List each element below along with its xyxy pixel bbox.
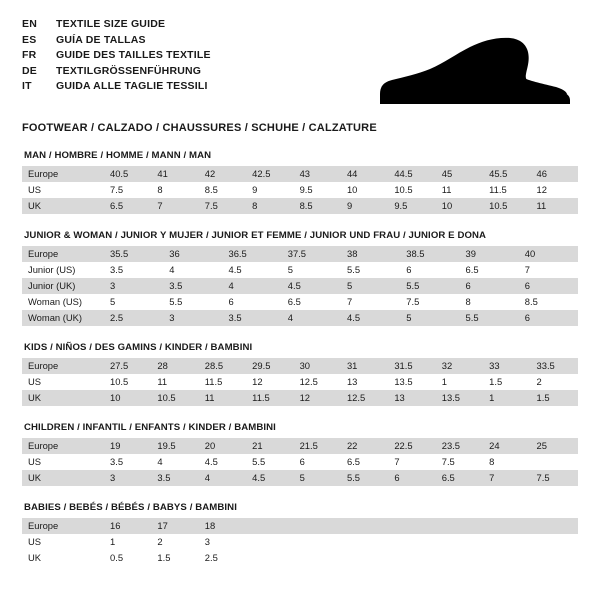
cell: 12.5 <box>341 390 388 406</box>
cell: 33 <box>483 358 530 374</box>
section-junior-woman <box>22 230 578 326</box>
cell <box>531 454 578 470</box>
language-code: ES <box>22 33 37 46</box>
section-title: BABIES / BEBÉS / BÉBÉS / BABYS / BAMBINI <box>24 502 237 513</box>
section-title: KIDS / NIÑOS / DES GAMINS / KINDER / BAMBINI <box>24 342 253 353</box>
cell: 10.5 <box>394 184 413 195</box>
footwear-category-line: FOOTWEAR / CALZADO / CHAUSSURES / SCHUHE / CALZATURE <box>22 122 377 134</box>
cell: 5.5 <box>169 296 183 307</box>
row-label: US <box>28 376 42 387</box>
cell: 7 <box>151 198 198 214</box>
cell-empty <box>436 534 483 550</box>
cell: 6 <box>519 310 578 326</box>
cell: 29.5 <box>246 358 293 374</box>
document-header <box>22 18 578 112</box>
cell: 17 <box>151 518 198 534</box>
cell: 5.5 <box>347 264 361 275</box>
cell: 5.5 <box>341 470 388 486</box>
row-label: Junior (US) <box>28 264 76 275</box>
cell: 12.5 <box>299 376 318 387</box>
cell: 11 <box>199 390 246 406</box>
language-title: TEXTILGRÖSSENFÜHRUNG <box>56 64 202 77</box>
cell: 37.5 <box>282 246 341 262</box>
cell: 41 <box>151 166 198 182</box>
row-label: UK <box>22 470 104 486</box>
cell: 7.5 <box>199 198 246 214</box>
cell: 6.5 <box>104 198 151 214</box>
cell: 10 <box>104 390 151 406</box>
section-kids <box>22 342 578 406</box>
cell: 8 <box>465 296 471 307</box>
cell: 3 <box>163 310 222 326</box>
cell: 20 <box>199 438 246 454</box>
table-row <box>22 518 578 534</box>
cell: 44 <box>341 166 388 182</box>
cell-empty <box>436 550 483 566</box>
cell: 19 <box>104 438 151 454</box>
language-row <box>22 49 211 65</box>
size-table-children <box>22 438 578 486</box>
cell: 8.5 <box>294 198 341 214</box>
cell: 11 <box>157 376 168 387</box>
cell: 11.5 <box>204 376 223 387</box>
table-row <box>22 374 578 390</box>
cell: 8 <box>489 456 495 467</box>
cell: 28.5 <box>199 358 246 374</box>
row-label: UK <box>22 390 104 406</box>
cell-empty <box>436 518 483 534</box>
cell: 13.5 <box>436 390 483 406</box>
cell-empty <box>483 518 530 534</box>
table-row <box>22 182 578 198</box>
cell: 6.5 <box>287 296 301 307</box>
cell: 24 <box>483 438 530 454</box>
table-row <box>22 246 578 262</box>
cell: 13.5 <box>394 376 413 387</box>
cell: 38.5 <box>400 246 459 262</box>
cell-empty <box>341 534 388 550</box>
cell: 9.5 <box>388 198 435 214</box>
cell: 22.5 <box>388 438 435 454</box>
cell: 10.5 <box>151 390 198 406</box>
cell: 21 <box>246 438 293 454</box>
section-title: CHILDREN / INFANTIL / ENFANTS / KINDER / BAMBINI <box>24 422 276 433</box>
cell: 6.5 <box>436 470 483 486</box>
cell: 11.5 <box>246 390 293 406</box>
table-row <box>22 550 578 566</box>
row-label: US <box>28 184 42 195</box>
cell: 3.5 <box>163 278 222 294</box>
cell: 5.5 <box>460 310 519 326</box>
cell: 45.5 <box>483 166 530 182</box>
cell: 4 <box>157 456 163 467</box>
cell: 5 <box>287 264 293 275</box>
cell: 5 <box>400 310 459 326</box>
cell: 38 <box>341 246 400 262</box>
cell: 0.5 <box>110 552 124 563</box>
table-row <box>22 262 578 278</box>
cell: 8 <box>157 184 163 195</box>
row-label: Woman (UK) <box>22 310 104 326</box>
cell: 7 <box>524 264 530 275</box>
cell-empty <box>341 518 388 534</box>
cell: 11.5 <box>489 184 507 195</box>
cell: 1 <box>483 390 530 406</box>
cell: 3 <box>204 536 210 547</box>
cell-empty <box>531 550 578 566</box>
language-title: GUIDA ALLE TAGLIE TESSILI <box>56 80 208 92</box>
language-code: EN <box>22 18 37 30</box>
cell-empty <box>246 550 293 566</box>
cell: 11 <box>441 184 452 195</box>
size-table-babies <box>22 518 578 566</box>
row-label: Europe <box>22 358 104 374</box>
cell: 4 <box>282 310 341 326</box>
cell: 10 <box>346 184 358 195</box>
cell: 35.5 <box>104 246 163 262</box>
row-label: Europe <box>22 518 104 534</box>
language-title: GUIDE DES TAILLES TEXTILE <box>56 49 211 61</box>
cell: 6 <box>519 278 578 294</box>
cell: 7.5 <box>406 296 420 307</box>
cell: 12 <box>294 390 341 406</box>
section-title: JUNIOR & WOMAN / JUNIOR Y MUJER / JUNIOR ET FEMME / JUNIOR UND FRAU / JUNIOR E DONA <box>24 230 487 241</box>
row-label: Junior (UK) <box>22 278 104 294</box>
cell: 22 <box>341 438 388 454</box>
table-row <box>22 198 578 214</box>
cell-empty <box>294 518 341 534</box>
cell: 18 <box>199 518 246 534</box>
cell: 40.5 <box>104 166 151 182</box>
cell: 11 <box>531 198 578 214</box>
row-label: US <box>28 536 42 547</box>
cell: 4 <box>199 470 246 486</box>
cell: 1 <box>441 376 447 387</box>
cell: 9 <box>341 198 388 214</box>
row-label: Woman (US) <box>28 296 83 307</box>
size-table-man <box>22 166 578 214</box>
cell: 36 <box>163 246 222 262</box>
cell: 10 <box>436 198 483 214</box>
cell: 6 <box>228 296 234 307</box>
cell: 8 <box>246 198 293 214</box>
cell: 19.5 <box>151 438 198 454</box>
language-title: TEXTILE SIZE GUIDE <box>56 18 166 30</box>
row-label: Europe <box>22 438 104 454</box>
language-code: DE <box>22 64 37 77</box>
cell-empty <box>531 534 578 550</box>
cell: 33.5 <box>531 358 578 374</box>
cell: 9 <box>252 184 258 195</box>
cell-empty <box>388 550 435 566</box>
cell-empty <box>388 534 435 550</box>
cell: 5 <box>110 296 116 307</box>
cell: 4.5 <box>204 456 218 467</box>
cell: 2 <box>157 536 163 547</box>
cell: 3 <box>104 470 151 486</box>
cell-empty <box>483 550 530 566</box>
language-title-list <box>22 18 211 96</box>
cell: 36.5 <box>223 246 282 262</box>
cell: 6 <box>388 470 435 486</box>
cell: 3.5 <box>110 264 124 275</box>
cell: 16 <box>104 518 151 534</box>
cell: 5.5 <box>252 456 266 467</box>
table-row <box>22 454 578 470</box>
size-table-junior-woman <box>22 246 578 326</box>
section-title: MAN / HOMBRE / HOMME / MANN / MAN <box>24 150 212 161</box>
cell: 42.5 <box>246 166 293 182</box>
section-man <box>22 150 578 214</box>
language-row <box>22 34 211 50</box>
table-row <box>22 166 578 182</box>
cell: 7.5 <box>110 184 124 195</box>
cell: 43 <box>294 166 341 182</box>
table-row <box>22 470 578 486</box>
cell: 9.5 <box>299 184 313 195</box>
cell: 21.5 <box>294 438 341 454</box>
cell: 39 <box>460 246 519 262</box>
row-label: UK <box>22 198 104 214</box>
cell-empty <box>294 534 341 550</box>
cell: 6.5 <box>346 456 360 467</box>
row-label: US <box>28 456 42 467</box>
cell: 7.5 <box>531 470 578 486</box>
cell: 4.5 <box>341 310 400 326</box>
cell: 1.5 <box>157 552 171 563</box>
cell: 7 <box>394 456 400 467</box>
cell-empty <box>483 534 530 550</box>
cell: 5 <box>294 470 341 486</box>
cell: 10.5 <box>110 376 129 387</box>
cell: 13 <box>346 376 358 387</box>
cell: 4.5 <box>282 278 341 294</box>
cell: 7 <box>347 296 353 307</box>
cell: 2.5 <box>104 310 163 326</box>
cell: 12 <box>252 376 263 387</box>
cell: 6 <box>299 456 305 467</box>
cell: 2 <box>536 376 542 387</box>
cell: 44.5 <box>388 166 435 182</box>
cell: 4.5 <box>228 264 242 275</box>
cell: 5 <box>341 278 400 294</box>
cell: 45 <box>436 166 483 182</box>
cell: 32 <box>436 358 483 374</box>
cell: 6.5 <box>465 264 479 275</box>
cell-empty <box>294 550 341 566</box>
section-babies <box>22 502 578 566</box>
cell: 4 <box>169 264 175 275</box>
language-row <box>22 80 211 96</box>
cell: 40 <box>519 246 578 262</box>
cell-empty <box>388 518 435 534</box>
cell-empty <box>246 518 293 534</box>
language-title: GUÍA DE TALLAS <box>56 33 146 46</box>
table-row <box>22 390 578 406</box>
cell: 8.5 <box>524 296 538 307</box>
language-code: FR <box>22 49 37 61</box>
cell: 3.5 <box>223 310 282 326</box>
dress-shoe-icon <box>374 34 574 112</box>
cell: 7 <box>483 470 530 486</box>
row-label: Europe <box>22 166 104 182</box>
cell: 31 <box>341 358 388 374</box>
cell: 1.5 <box>531 390 578 406</box>
cell: 3.5 <box>110 456 124 467</box>
cell: 4 <box>223 278 282 294</box>
cell-empty <box>531 518 578 534</box>
cell: 6 <box>406 264 412 275</box>
cell-empty <box>341 550 388 566</box>
cell: 25 <box>531 438 578 454</box>
table-row <box>22 534 578 550</box>
language-row <box>22 18 211 34</box>
language-row <box>22 65 211 81</box>
cell-empty <box>246 534 293 550</box>
section-children <box>22 422 578 486</box>
cell: 1 <box>110 536 116 547</box>
cell: 42 <box>199 166 246 182</box>
table-row <box>22 438 578 454</box>
cell: 23.5 <box>436 438 483 454</box>
table-row <box>22 278 578 294</box>
language-code: IT <box>22 80 32 92</box>
cell: 5.5 <box>400 278 459 294</box>
cell: 3.5 <box>151 470 198 486</box>
cell: 30 <box>294 358 341 374</box>
cell: 3 <box>104 278 163 294</box>
cell: 28 <box>151 358 198 374</box>
cell: 13 <box>388 390 435 406</box>
size-table-kids <box>22 358 578 406</box>
cell: 10.5 <box>483 198 530 214</box>
cell: 2.5 <box>204 552 218 563</box>
cell: 27.5 <box>104 358 151 374</box>
cell: 31.5 <box>388 358 435 374</box>
table-row <box>22 310 578 326</box>
cell: 12 <box>536 184 547 195</box>
cell: 8.5 <box>204 184 218 195</box>
table-row <box>22 294 578 310</box>
row-label: UK <box>28 552 42 563</box>
cell: 4.5 <box>246 470 293 486</box>
table-row <box>22 358 578 374</box>
row-label: Europe <box>22 246 104 262</box>
cell: 7.5 <box>441 456 455 467</box>
cell: 46 <box>531 166 578 182</box>
cell: 6 <box>460 278 519 294</box>
cell: 1.5 <box>489 376 503 387</box>
